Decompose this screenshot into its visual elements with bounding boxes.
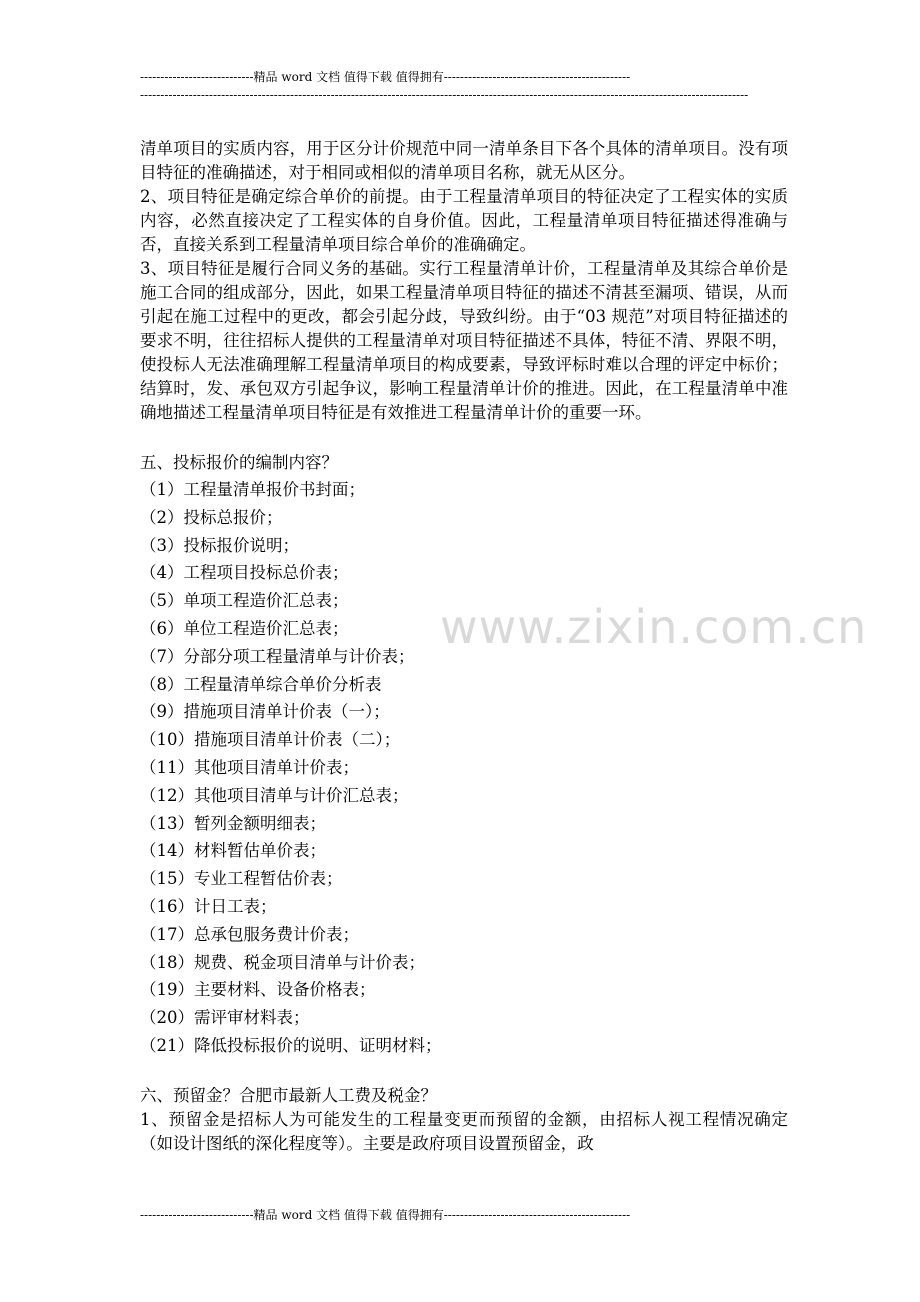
list-item: （13）暂列金额明细表； xyxy=(140,813,326,833)
list-item: （21）降低投标报价的说明、证明材料； xyxy=(140,1035,442,1055)
list-item: （3）投标报价说明； xyxy=(140,535,299,555)
list-item: （2）投标总报价； xyxy=(140,507,283,527)
list-item: （18）规费、税金项目清单与计价表； xyxy=(140,952,425,972)
list-item: （20）需评审材料表； xyxy=(140,1008,310,1028)
list-item: （4）工程项目投标总价表； xyxy=(140,563,349,583)
list-item: （8）工程量清单综合单价分析表 xyxy=(140,674,382,694)
list-item: （16）计日工表； xyxy=(140,896,277,916)
page-header: ----------------------------精品 word 文档 值得下载 值得拥有---------------------------------------------- xyxy=(140,70,631,84)
list-item: （9）措施项目清单计价表（一）； xyxy=(140,702,390,722)
bid-content-list xyxy=(140,476,788,1060)
section-heading: 六、预留金？合肥市最新人工费及税金？ xyxy=(140,1085,437,1105)
list-item: （14）材料暂估单价表； xyxy=(140,841,326,861)
list-item: （5）单项工程造价汇总表； xyxy=(140,591,349,611)
paragraph: 1、预留金是招标人为可能发生的工程量变更而预留的金额，由招标人视工程情况确定（如设计图纸的深化程度等）。主要是政府项目设置预留金，政 xyxy=(140,1109,788,1153)
list-item: （19）主要材料、设备价格表； xyxy=(140,980,376,1000)
document-body xyxy=(140,137,788,1156)
list-item: （6）单位工程造价汇总表； xyxy=(140,618,349,638)
page-footer: ----------------------------精品 word 文档 值得下载 值得拥有---------------------------------------------- xyxy=(140,1208,631,1222)
paragraph: 清单项目的实质内容，用于区分计价规范中同一清单条目下各个具体的清单项目。没有项目特征的准确描述，对于相同或相似的清单项目名称，就无从区分。 xyxy=(140,139,788,182)
paragraph: 3、项目特征是履行合同义务的基础。实行工程量清单计价，工程量清单及其综合单价是施工合同的组成部分，因此，如果工程量清单项目特征的描述不清甚至漏项、错误，从而引起在施工过程中的更改，都会引起分歧，导致纠纷。由于“03 规范”对项目特征描述的要求不明，往往招标人提供的工程量清单对项目特征描述不具体，特征不清、界限不明，使投标人无法准确理解工程量清单项目的构成要素，导致评标时难以合理的评定中标价；结算时，发、承包双方引起争议，影响工程量清单计价的推进。因此，在工程量清单中准确地描述工程量清单项目特征是有效推进工程量清单计价的重要一环。 xyxy=(140,259,788,422)
paragraph: 2、项目特征是确定综合单价的前提。由于工程量清单项目的特征决定了工程实体的实质内容，必然直接决定了工程实体的自身价值。因此，工程量清单项目特征描述得准确与否，直接关系到工程量清单项目综合单价的准确确定。 xyxy=(140,187,788,254)
watermark: www.zixin.com.cn xyxy=(440,600,868,654)
list-item: （12）其他项目清单与计价汇总表； xyxy=(140,785,409,805)
header-divider: ------------------------------------------------------------------------------------------------------------------------------------------------------ xyxy=(140,88,749,102)
section-heading: 五、投标报价的编制内容？ xyxy=(140,453,338,472)
list-item: （15）专业工程暂估价表； xyxy=(140,869,343,889)
list-item: （7）分部分项工程量清单与计价表； xyxy=(140,646,415,666)
list-item: （17）总承包服务费计价表； xyxy=(140,924,359,944)
list-item: （10）措施项目清单计价表（二）； xyxy=(140,730,401,750)
list-item: （11）其他项目清单计价表； xyxy=(140,757,359,777)
list-item: （1）工程量清单报价书封面； xyxy=(140,480,365,499)
